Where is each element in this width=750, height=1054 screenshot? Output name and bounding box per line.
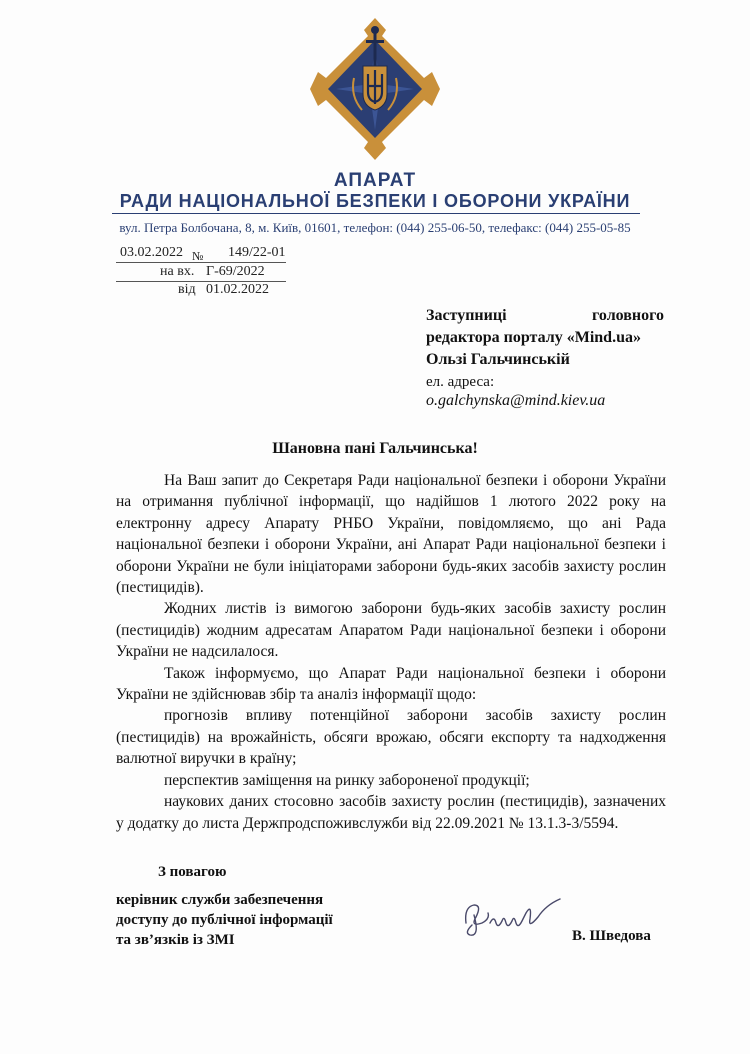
- letter-body: [116, 470, 666, 834]
- recipient-line3: Ользі Гальчинській: [426, 351, 570, 368]
- position-line2: доступу до публічної інформації: [116, 912, 333, 928]
- handwritten-signature-icon: [460, 893, 572, 943]
- signatory-position: [116, 890, 333, 950]
- email-label: ел. адреса:: [426, 374, 495, 390]
- body-paragraph: Жодних листів із вимогою заборони будь-яких засобів захисту рослин (пестицидів) жодним адресатам Апаратом Ради національної безпеки і оборони України не надсилалося.: [116, 600, 666, 661]
- body-paragraph: перспектив заміщення на ринку забороненої продукції;: [164, 771, 530, 789]
- incoming-label: на вх.: [160, 264, 195, 279]
- outgoing-date: 03.02.2022: [120, 245, 183, 260]
- position-line3: та зв’язків із ЗМІ: [116, 932, 235, 948]
- signatory-name: В. Шведова: [572, 928, 651, 944]
- body-paragraph: Також інформуємо, що Апарат Ради національної безпеки і оборони України не здійснював збір та аналіз інформації щодо:: [116, 664, 666, 704]
- recipient-block: [426, 305, 664, 371]
- recipient-line1-b: головного: [592, 307, 664, 324]
- closing-regards: З повагою: [158, 864, 227, 880]
- body-paragraph: наукових даних стосовно засобів захисту рослин (пестицидів), зазначених у додатку до листа Держпродспоживслужби від 22.09.2021 № 13.1.3-3/5594.: [116, 793, 666, 832]
- incoming-number: Г-69/2022: [206, 264, 265, 279]
- org-name-line1: АПАРАТ: [333, 170, 417, 191]
- org-address: вул. Петра Болбочана, 8, м. Київ, 01601, телефон: (044) 255-06-50, телефакс: (044) 255-05-85: [119, 220, 631, 235]
- body-paragraph: На Ваш запит до Секретаря Ради національної безпеки і оборони України на отримання публічної інформації, що надійшов 1 лютого 2022 року на електронну адресу Апарату РНБО України, повідомляємо, що ані Рада національної безпеки і оборони України, ані Апарат Ради національної безпеки і оборони України не були ініціаторами заборони будь-яких засобів захисту рослин (пестицидів).: [116, 472, 666, 597]
- recipient-line2: редактора порталу «Mind.ua»: [426, 329, 641, 346]
- salutation: Шановна пані Гальчинська!: [272, 440, 478, 457]
- header-divider: [112, 213, 640, 214]
- position-line1: керівник служби забезпечення: [116, 892, 324, 908]
- from-date: 01.02.2022: [206, 282, 269, 297]
- recipient-line1-a: Заступниці: [426, 307, 507, 324]
- outgoing-number: 149/22-01: [228, 245, 286, 260]
- recipient-email: o.galchynska@mind.kiev.ua: [426, 392, 606, 409]
- number-sign: №: [192, 249, 204, 263]
- nsdc-emblem-icon: [306, 14, 444, 164]
- registration-underline: [116, 262, 286, 263]
- from-label: від: [178, 282, 196, 297]
- body-paragraph: прогнозів впливу потенційної заборони засобів захисту рослин (пестицидів) на врожайність, обсяги врожаю, обсяги експорту та надходження валютної виручки в країну;: [116, 707, 666, 768]
- org-name-line2: РАДИ НАЦІОНАЛЬНОЇ БЕЗПЕКИ І ОБОРОНИ УКРАЇНИ: [119, 191, 631, 211]
